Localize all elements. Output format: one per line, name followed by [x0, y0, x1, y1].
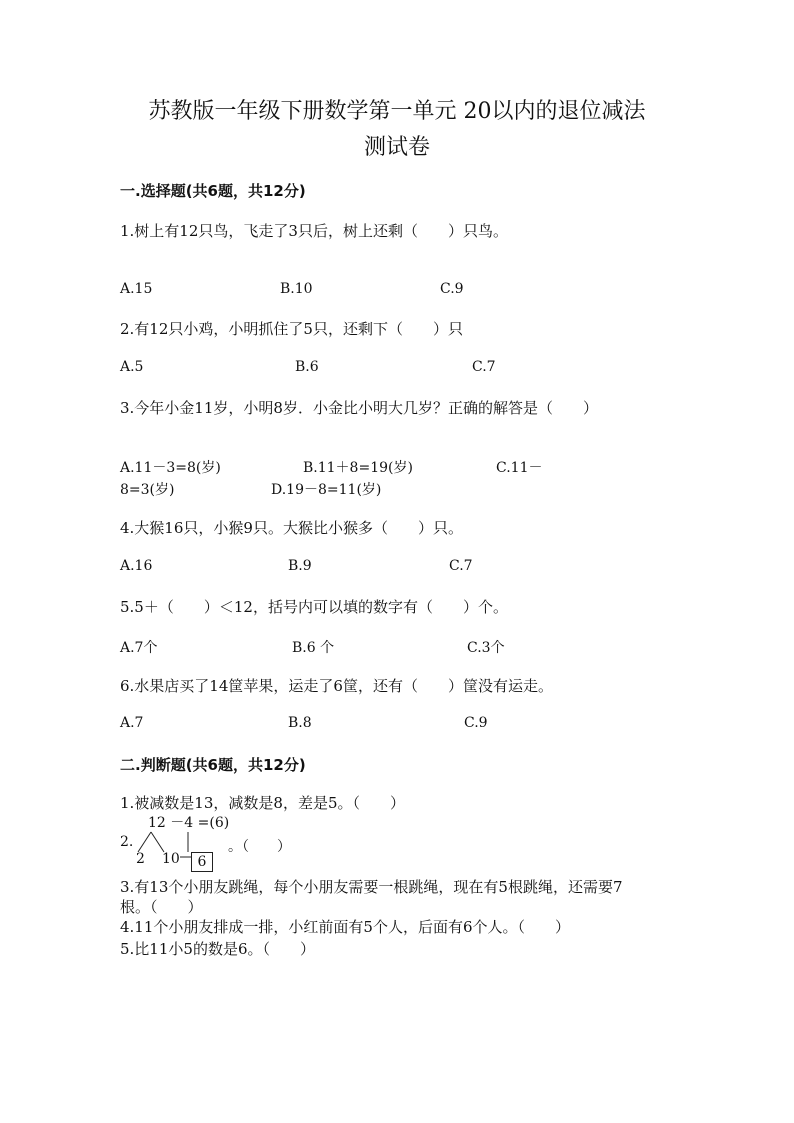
option-6a: A.7: [120, 715, 144, 731]
option-4b: B.9: [288, 558, 312, 574]
judge-question-2-expression: 12 －4 =(6): [148, 815, 230, 831]
option-2c: C.7: [472, 359, 496, 375]
page-title: 苏教版一年级下册数学第一单元 20以内的退位减法: [148, 99, 646, 124]
judge-question-3: 3.有13个小朋友跳绳，每个小朋友需要一根跳绳，现在有5根跳绳，还需要7: [120, 878, 623, 896]
option-3d: D.19－8=11(岁): [271, 482, 382, 498]
judge-question-2-paren: 。（ ）: [228, 839, 291, 855]
option-5a: A.7个: [120, 640, 158, 656]
decomposition-part-left: 2: [136, 851, 145, 867]
question-3: 3.今年小金11岁，小明8岁．小金比小明大几岁？正确的解答是（ ）: [120, 399, 598, 417]
option-4c: C.7: [449, 558, 473, 574]
section-heading-choice: 一.选择题(共6题，共12分): [120, 182, 306, 200]
question-1: 1.树上有12只鸟，飞走了3只后，树上还剩（ ）只鸟。: [120, 222, 508, 240]
option-6c: C.9: [464, 715, 488, 731]
judge-question-4: 4.11个小朋友排成一排，小红前面有5个人，后面有6个人。（ ）: [120, 918, 570, 936]
section-heading-judge: 二.判断题(共6题，共12分): [120, 756, 306, 774]
option-3a: A.11－3=8(岁): [120, 460, 221, 476]
option-4a: A.16: [120, 558, 153, 574]
option-5c: C.3个: [467, 640, 505, 656]
option-1c: C.9: [440, 281, 464, 297]
question-4: 4.大猴16只，小猴9只。大猴比小猴多（ ）只。: [120, 519, 463, 537]
option-1a: A.15: [120, 281, 153, 297]
option-3c: C.11－: [496, 460, 543, 476]
judge-question-3-cont: 根。（ ）: [120, 898, 203, 916]
question-5: 5.5＋（ ）＜12，括号内可以填的数字有（ ）个。: [120, 598, 508, 616]
option-3c-cont: 8=3(岁): [120, 482, 175, 498]
judge-question-5: 5.比11小5的数是6。（ ）: [120, 940, 315, 958]
decomposition-part-right: 10: [162, 851, 180, 867]
question-6: 6.水果店买了14筐苹果，运走了6筐，还有（ ）筐没有运走。: [120, 677, 553, 695]
judge-question-2-number: 2.: [120, 834, 134, 850]
answer-box: 6: [191, 852, 213, 872]
option-6b: B.8: [288, 715, 312, 731]
question-2: 2.有12只小鸡，小明抓住了5只，还剩下（ ）只: [120, 320, 463, 338]
page-title-line2: 测试卷: [363, 135, 430, 160]
judge-question-1: 1.被减数是13，减数是8，差是5。（ ）: [120, 794, 405, 812]
option-2b: B.6: [295, 359, 319, 375]
option-2a: A.5: [120, 359, 144, 375]
option-3b: B.11＋8=19(岁): [303, 460, 413, 476]
option-1b: B.10: [280, 281, 313, 297]
option-5b: B.6 个: [292, 640, 335, 656]
